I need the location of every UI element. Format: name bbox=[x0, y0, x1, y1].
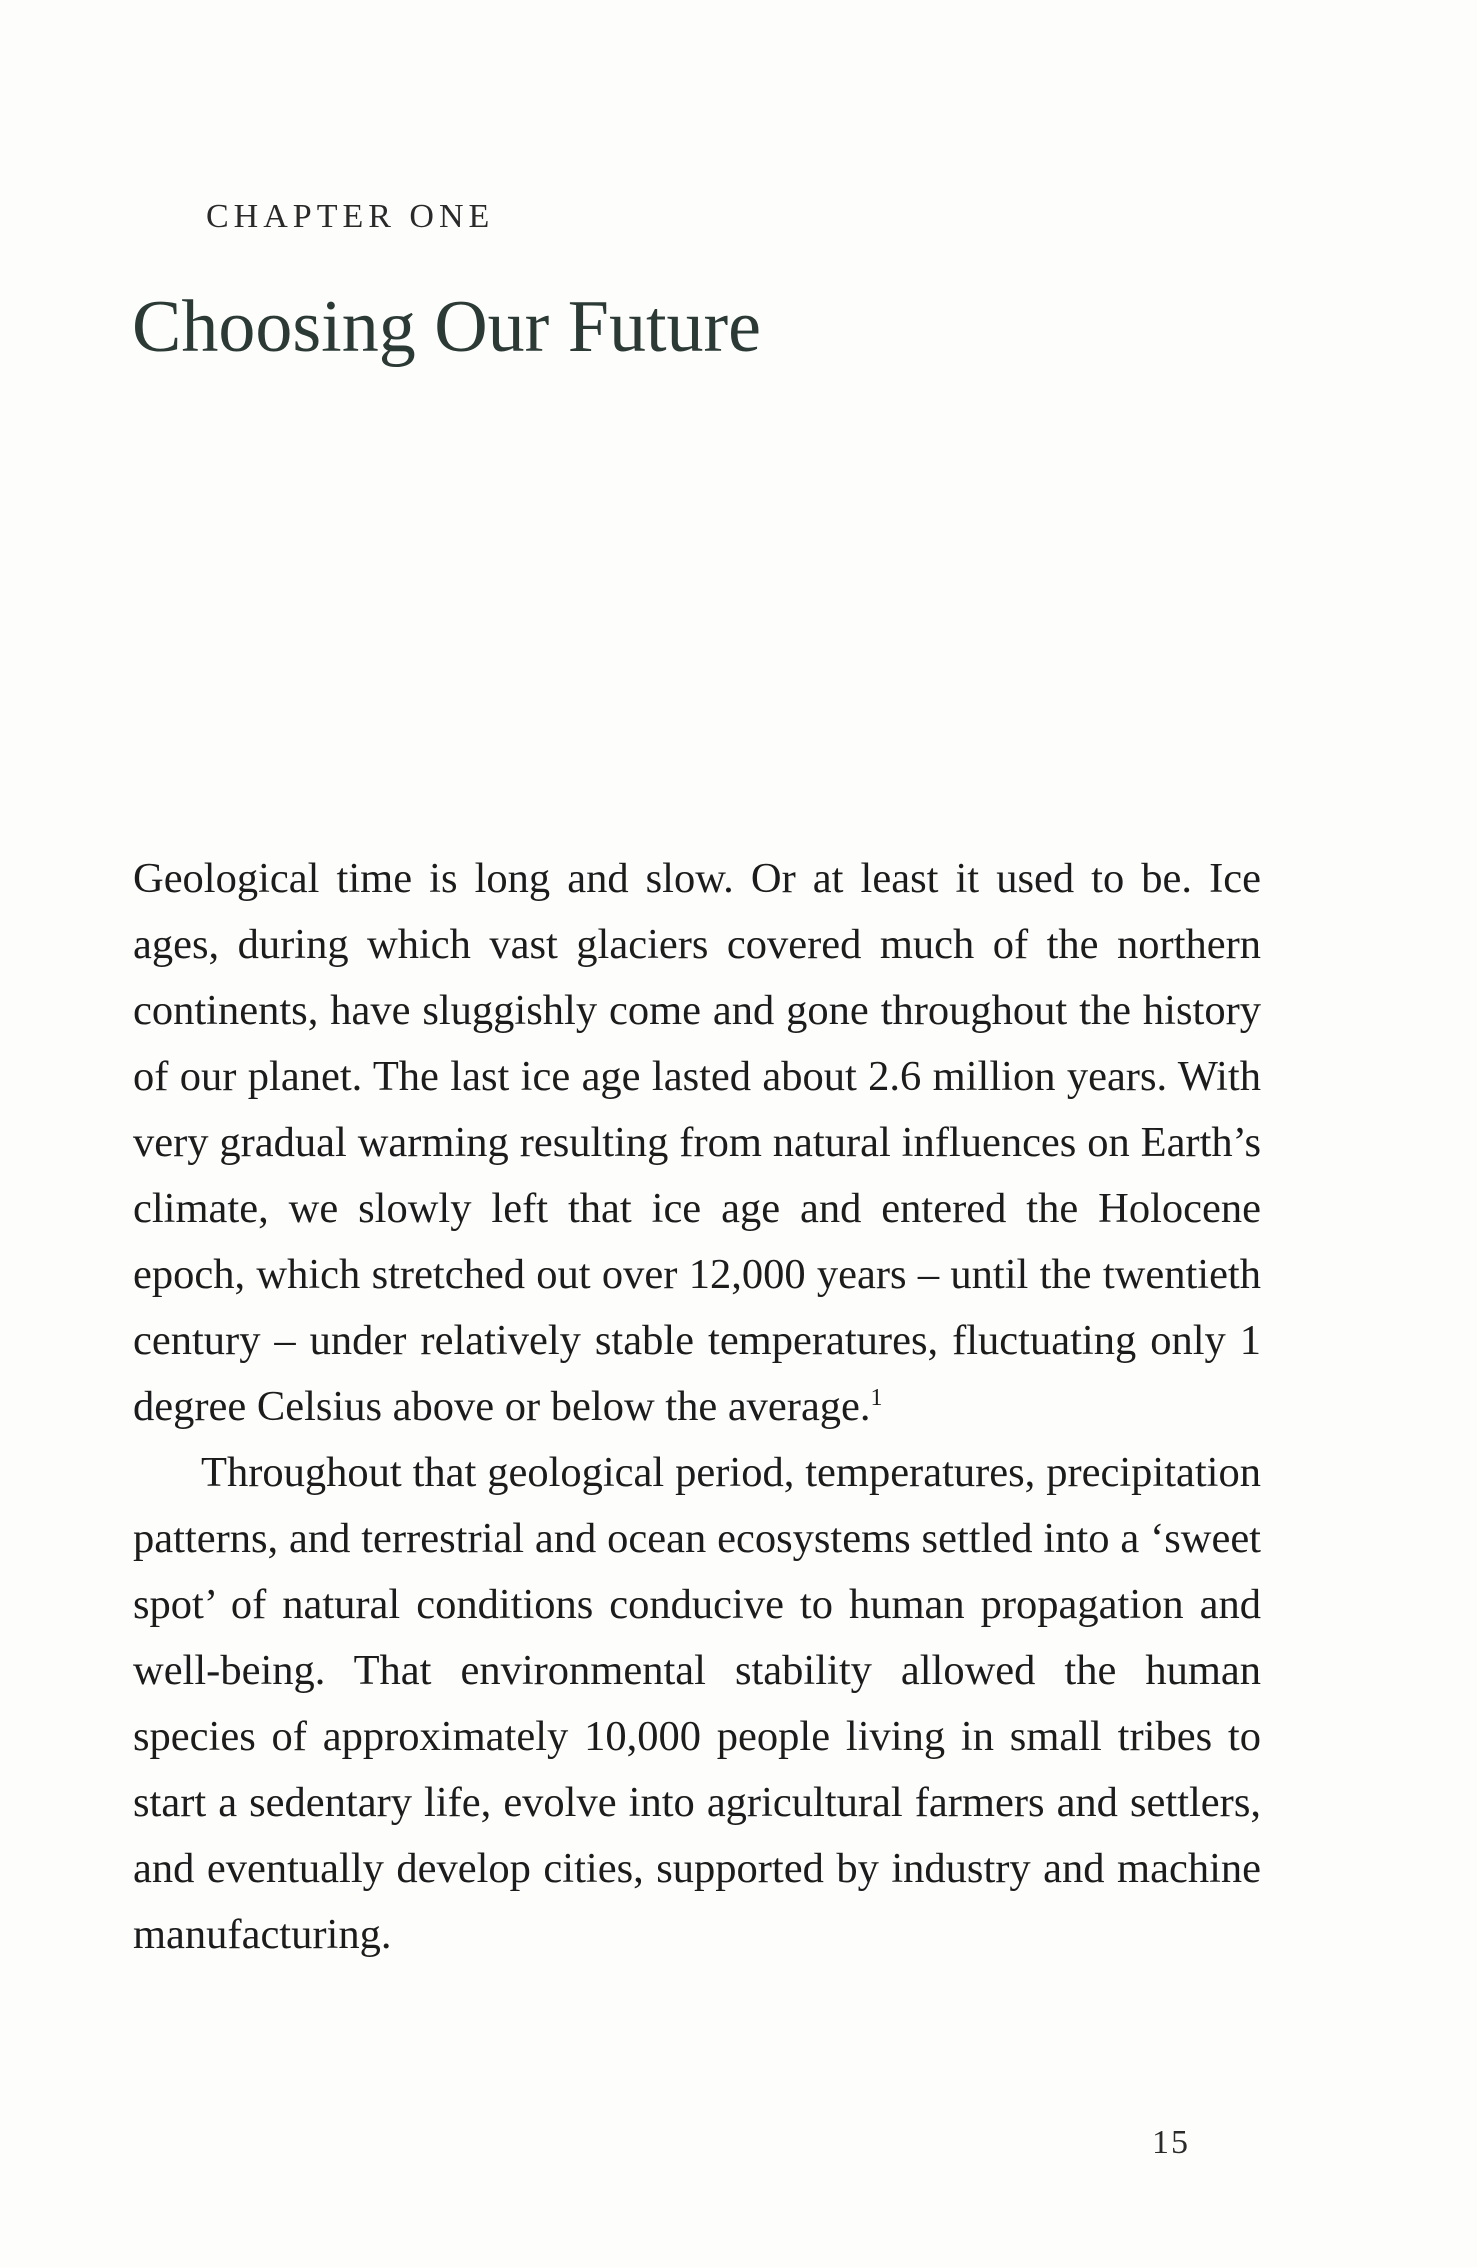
paragraph-text: Throughout that geological period, temperatures, precipitation patterns, and terrestrial and ocean ecosystems settled into a ‘sweet spot’ of natural conditions conducive to human propagation and well-being. That environmental stability allowed the human species of approximately 10,000 people living in small tribes to start a sedentary life, evolve into agricultural farmers and settlers, and eventually develop cities, supported by industry and machine manufacturing. bbox=[133, 1449, 1261, 1958]
chapter-label: CHAPTER ONE bbox=[206, 198, 495, 235]
footnote-reference[interactable]: 1 bbox=[870, 1384, 883, 1411]
page-number: 15 bbox=[1152, 2124, 1190, 2161]
paragraph-text: Geological time is long and slow. Or at least it used to be. Ice ages, during which vast glaciers covered much of the northern continents, have sluggishly come and gone throughout the history of our planet. The last ice age lasted about 2.6 million years. With very gradual warming resulting from natural influences on Earth’s climate, we slowly left that ice age and entered the Holocene epoch, which stretched out over 12,000 years – until the twentieth century – under relatively stable temperatures, fluctuating only 1 degree Celsius above or below the average. bbox=[133, 855, 1261, 1430]
paragraph bbox=[133, 1440, 1261, 1968]
chapter-title: Choosing Our Future bbox=[132, 286, 761, 368]
body-text bbox=[133, 846, 1261, 1968]
paragraph bbox=[133, 846, 1261, 1440]
